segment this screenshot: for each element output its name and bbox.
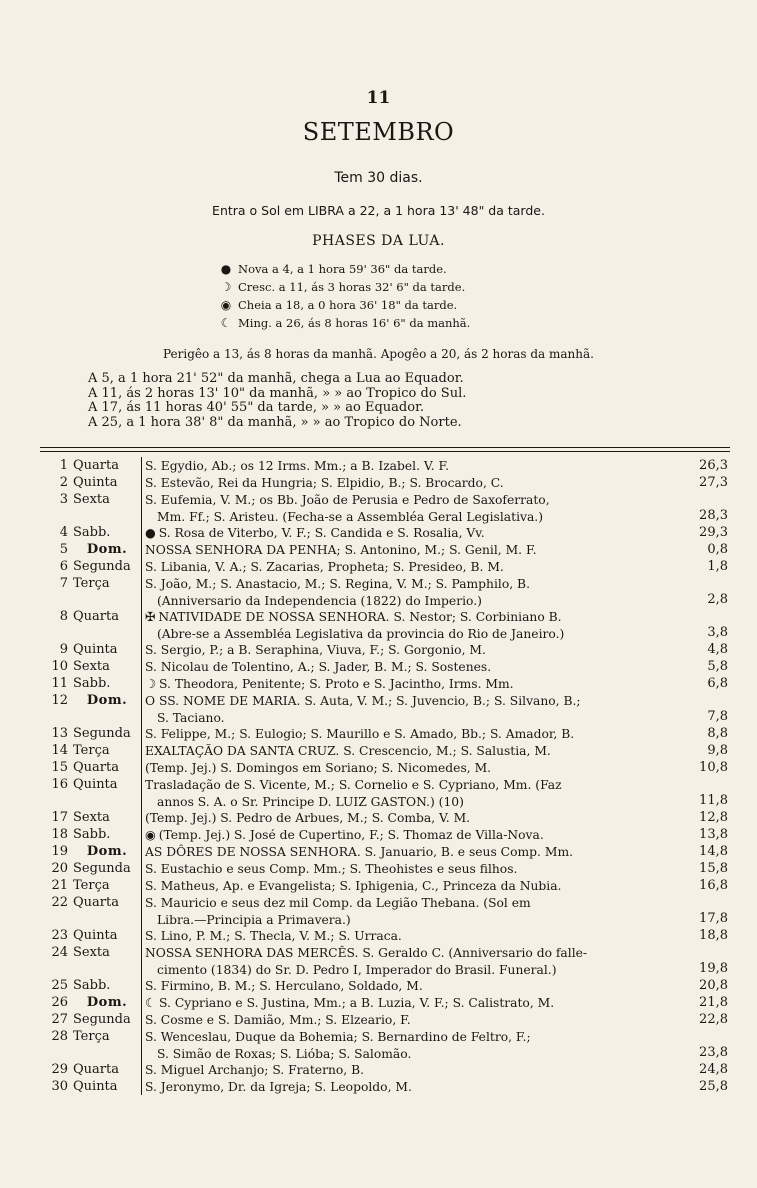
- column-rule: [141, 826, 142, 843]
- divider: [40, 447, 730, 448]
- weekday: Quarta: [73, 895, 119, 910]
- column-rule: [141, 608, 142, 641]
- weekday: Sabb.: [73, 676, 111, 691]
- calendar-row: [40, 1061, 730, 1078]
- calendar-row: [40, 977, 730, 994]
- line-text: S. Mauricio e seus dez mil Comp. da Legião Thebana. (Sol em: [145, 896, 531, 910]
- last-quarter-icon: ☾: [220, 316, 232, 330]
- column-rule: [141, 491, 142, 524]
- divider: [40, 451, 730, 452]
- day-number: 13: [51, 726, 68, 741]
- column-rule: [141, 809, 142, 826]
- moon-age: 12,8: [699, 810, 728, 825]
- full-moon-icon: ◉: [145, 828, 156, 842]
- column-rule: [141, 692, 142, 725]
- full-moon-icon: ◉: [220, 298, 232, 312]
- moon-age: 20,8: [699, 978, 728, 993]
- weekday: Dom.: [86, 844, 128, 859]
- calendar-row: [40, 1011, 730, 1028]
- day-number: 5: [59, 542, 68, 557]
- text-line: [145, 458, 680, 475]
- line-text: (Temp. Jej.) S. Pedro de Arbues, M.; S. Comba, V. M.: [145, 811, 471, 825]
- text-line: [145, 492, 680, 509]
- column-rule: [141, 944, 142, 977]
- column-rule: [141, 877, 142, 894]
- text-line: [145, 777, 680, 794]
- saints-text: [145, 978, 680, 995]
- saints-text: [145, 777, 680, 810]
- moon-age: 23,8: [699, 1045, 728, 1060]
- text-line: [145, 559, 680, 576]
- moon-age: 18,8: [699, 928, 728, 943]
- text-line: [145, 626, 680, 643]
- moon-age: 2,8: [707, 592, 728, 607]
- calendar-row: [40, 541, 730, 558]
- weekday: Quinta: [73, 928, 118, 943]
- phase-text: Nova a 4, a 1 hora 59' 36" da tarde.: [238, 262, 447, 276]
- saints-text: [145, 659, 680, 676]
- weekday: Sexta: [73, 659, 110, 674]
- day-number: 20: [51, 861, 68, 876]
- text-line: [145, 676, 680, 693]
- line-text: AS DÔRES DE NOSSA SENHORA. S. Januario, B. e seus Comp. Mm.: [145, 845, 574, 859]
- weekday: Quinta: [73, 475, 118, 490]
- equator-line: A 25, a 1 hora 38' 8" da manhã, » » ao Tropico do Norte.: [88, 414, 462, 430]
- calendar-row: [40, 474, 730, 491]
- saints-text: [145, 559, 680, 576]
- column-rule: [141, 843, 142, 860]
- day-number: 17: [51, 810, 68, 825]
- text-line: [145, 1062, 680, 1079]
- column-rule: [141, 977, 142, 994]
- day-number: 24: [51, 945, 68, 960]
- text-line: [145, 995, 680, 1012]
- text-line: [145, 1046, 680, 1063]
- saints-text: [145, 928, 680, 945]
- saints-text: [145, 693, 680, 726]
- column-rule: [141, 894, 142, 927]
- line-text: S. Cosme e S. Damião, Mm.; S. Elzeario, F.: [145, 1013, 411, 1027]
- weekday: Sexta: [73, 810, 110, 825]
- column-rule: [141, 860, 142, 877]
- column-rule: [141, 675, 142, 692]
- calendar-row: [40, 575, 730, 608]
- day-number: 16: [51, 777, 68, 792]
- saints-text: [145, 810, 680, 827]
- saints-text: [145, 475, 680, 492]
- moon-age: 28,3: [699, 508, 728, 523]
- moon-age: 5,8: [707, 659, 728, 674]
- line-text: S. Simão de Roxas; S. Lióba; S. Salomão.: [157, 1046, 412, 1061]
- column-rule: [141, 1078, 142, 1095]
- line-text: S. Eufemia, V. M.; os Bb. João de Perusia e Pedro de Saxoferrato,: [145, 493, 550, 507]
- column-rule: [141, 742, 142, 759]
- calendar-row: [40, 944, 730, 977]
- column-rule: [141, 541, 142, 558]
- day-number: 22: [51, 895, 68, 910]
- moon-age: 15,8: [699, 861, 728, 876]
- weekday: Quarta: [73, 760, 119, 775]
- weekday: Quinta: [73, 642, 118, 657]
- day-number: 19: [51, 844, 68, 859]
- saints-text: [145, 492, 680, 525]
- saints-text: [145, 878, 680, 895]
- day-number: 21: [51, 878, 68, 893]
- moon-age: 6,8: [707, 676, 728, 691]
- text-line: [145, 509, 680, 526]
- calendar-row: [40, 457, 730, 474]
- line-text: (Temp. Jej.) S. Domingos em Soriano; S. Nicomedes, M.: [145, 761, 492, 775]
- line-text: Libra.—Principia a Primavera.): [157, 912, 351, 927]
- line-text: S. Theodora, Penitente; S. Proto e S. Jacintho, Irms. Mm.: [159, 677, 514, 691]
- saints-text: [145, 945, 680, 978]
- column-rule: [141, 759, 142, 776]
- text-line: [145, 844, 680, 861]
- phase-text: Cheia a 18, a 0 hora 36' 18" da tarde.: [238, 298, 458, 312]
- phases-title: PHASES DA LUA.: [312, 233, 445, 249]
- line-text: cimento (1834) do Sr. D. Pedro I, Imperador do Brasil. Funeral.): [157, 962, 557, 977]
- calendar-row: [40, 675, 730, 692]
- calendar-row: [40, 759, 730, 776]
- column-rule: [141, 575, 142, 608]
- weekday: Quinta: [73, 777, 118, 792]
- line-text: NOSSA SENHORA DA PENHA; S. Antonino, M.; S. Genil, M. F.: [145, 543, 537, 557]
- column-rule: [141, 725, 142, 742]
- column-rule: [141, 457, 142, 474]
- line-text: S. Rosa de Viterbo, V. F.; S. Candida e S. Rosalia, Vv.: [158, 526, 485, 540]
- perigee-apogee: Perigêo a 13, ás 8 horas da manhã. Apogêo a 20, ás 2 horas da manhã.: [163, 347, 594, 361]
- saints-text: [145, 895, 680, 928]
- moon-age: 4,8: [707, 642, 728, 657]
- last-quarter-icon: ☾: [145, 996, 157, 1010]
- line-text: S. Sergio, P.; a B. Seraphina, Viuva, F.; S. Gorgonio, M.: [145, 643, 486, 657]
- moon-age: 21,8: [699, 995, 728, 1010]
- weekday: Quarta: [73, 458, 119, 473]
- text-line: [145, 861, 680, 878]
- day-number: 29: [51, 1062, 68, 1077]
- moon-phase: [218, 314, 538, 332]
- text-line: [145, 642, 680, 659]
- weekday: Quinta: [73, 1079, 118, 1094]
- calendar-row: [40, 692, 730, 725]
- day-number: 23: [51, 928, 68, 943]
- day-number: 25: [51, 978, 68, 993]
- calendar-row: [40, 927, 730, 944]
- text-line: [145, 895, 680, 912]
- saints-text: [145, 1062, 680, 1079]
- text-line: [145, 659, 680, 676]
- weekday: Terça: [73, 743, 110, 758]
- text-line: [145, 827, 680, 844]
- weekday: Dom.: [86, 995, 128, 1010]
- column-rule: [141, 927, 142, 944]
- text-line: [145, 794, 680, 811]
- saints-text: [145, 1012, 680, 1029]
- column-rule: [141, 1011, 142, 1028]
- moon-phases: [218, 260, 538, 332]
- day-number: 30: [51, 1079, 68, 1094]
- calendar-row: [40, 491, 730, 524]
- line-text: S. Jeronymo, Dr. da Igreja; S. Leopoldo, M.: [145, 1080, 412, 1094]
- saints-text: [145, 726, 680, 743]
- moon-age: 1,8: [707, 559, 728, 574]
- month-title: SETEMBRO: [302, 118, 455, 146]
- saints-text: [145, 1029, 680, 1062]
- moon-age: 26,3: [699, 458, 728, 473]
- line-text: S. Firmino, B. M.; S. Herculano, Soldado, M.: [145, 979, 423, 993]
- moon-age: 13,8: [699, 827, 728, 842]
- weekday: Sabb.: [73, 827, 111, 842]
- text-line: [145, 475, 680, 492]
- weekday: Segunda: [73, 861, 131, 876]
- calendar-row: [40, 809, 730, 826]
- weekday: Segunda: [73, 726, 131, 741]
- moon-age: 10,8: [699, 760, 728, 775]
- saints-text: [145, 609, 680, 642]
- text-line: [145, 945, 680, 962]
- text-line: [145, 542, 680, 559]
- first-quarter-icon: ☽: [220, 280, 232, 294]
- text-line: [145, 693, 680, 710]
- saints-text: [145, 676, 680, 693]
- day-number: 26: [51, 995, 68, 1010]
- saints-text: [145, 642, 680, 659]
- saints-text: [145, 458, 680, 475]
- weekday: Sabb.: [73, 978, 111, 993]
- equator-line: A 5, a 1 hora 21' 52" da manhã, chega a Lua ao Equador.: [88, 371, 464, 386]
- new-moon-icon: ●: [145, 526, 156, 540]
- line-text: S. Matheus, Ap. e Evangelista; S. Iphigenia, C., Princeza da Nubia.: [145, 879, 562, 893]
- moon-age: 19,8: [699, 961, 728, 976]
- column-rule: [141, 658, 142, 675]
- calendar-row: [40, 843, 730, 860]
- line-text: Mm. Ff.; S. Aristeu. (Fecha-se a Assembléa Geral Legislativa.): [157, 509, 543, 524]
- cross-icon: ✠: [145, 610, 156, 624]
- line-text: annos S. A. o Sr. Principe D. LUIZ GASTON.) (10): [157, 794, 464, 809]
- moon-age: 22,8: [699, 1012, 728, 1027]
- line-text: EXALTAÇÃO DA SANTA CRUZ. S. Crescencio, M.; S. Salustia, M.: [145, 744, 551, 758]
- day-number: 9: [59, 642, 68, 657]
- text-line: [145, 726, 680, 743]
- moon-age: 29,3: [699, 525, 728, 540]
- text-line: [145, 525, 680, 542]
- moon-age: 9,8: [707, 743, 728, 758]
- day-number: 14: [51, 743, 68, 758]
- line-text: S. Egydio, Ab.; os 12 Irms. Mm.; a B. Izabel. V. F.: [145, 459, 449, 473]
- phase-text: Cresc. a 11, ás 3 horas 32' 6" da tarde.: [238, 280, 466, 294]
- saints-text: [145, 525, 680, 542]
- sun-entry: Entra o Sol em LIBRA a 22, a 1 hora 13' 48" da tarde.: [212, 203, 545, 218]
- saints-text: [145, 743, 680, 760]
- moon-age: 16,8: [699, 878, 728, 893]
- moon-age: 8,8: [707, 726, 728, 741]
- column-rule: [141, 641, 142, 658]
- saints-text: [145, 760, 680, 777]
- saints-text: [145, 576, 680, 609]
- calendar-row: [40, 608, 730, 641]
- text-line: [145, 962, 680, 979]
- line-text: S. Miguel Archanjo; S. Fraterno, B.: [145, 1063, 365, 1077]
- moon-age: 14,8: [699, 844, 728, 859]
- day-number: 12: [51, 693, 68, 708]
- calendar-row: [40, 994, 730, 1011]
- text-line: [145, 710, 680, 727]
- moon-age: 3,8: [707, 625, 728, 640]
- text-line: [145, 1079, 680, 1096]
- line-text: S. Nicolau de Tolentino, A.; S. Jader, B. M.; S. Sostenes.: [145, 660, 492, 674]
- phase-text: Ming. a 26, ás 8 horas 16' 6" da manhã.: [238, 316, 471, 330]
- line-text: S. Cypriano e S. Justina, Mm.; a B. Luzia, V. F.; S. Calistrato, M.: [159, 996, 555, 1010]
- calendar-row: [40, 725, 730, 742]
- day-number: 15: [51, 760, 68, 775]
- moon-age: 0,8: [707, 542, 728, 557]
- line-text: S. Eustachio e seus Comp. Mm.; S. Theohistes e seus filhos.: [145, 862, 518, 876]
- days-count: Tem 30 dias.: [334, 170, 423, 186]
- calendar-row: [40, 894, 730, 927]
- column-rule: [141, 524, 142, 541]
- weekday: Dom.: [86, 693, 128, 708]
- equator-passages: [88, 372, 728, 430]
- moon-age: 24,8: [699, 1062, 728, 1077]
- text-line: [145, 978, 680, 995]
- saints-text: [145, 1079, 680, 1096]
- weekday: Quarta: [73, 1062, 119, 1077]
- line-text: O SS. NOME DE MARIA. S. Auta, V. M.; S. Juvencio, B.; S. Silvano, B.;: [145, 694, 581, 708]
- text-line: [145, 928, 680, 945]
- day-number: 10: [51, 659, 68, 674]
- column-rule: [141, 1028, 142, 1061]
- calendar-row: [40, 826, 730, 843]
- moon-age: 25,8: [699, 1079, 728, 1094]
- day-number: 28: [51, 1029, 68, 1044]
- day-number: 8: [59, 609, 68, 624]
- moon-age: 27,3: [699, 475, 728, 490]
- weekday: Terça: [73, 1029, 110, 1044]
- text-line: [145, 609, 680, 626]
- day-number: 7: [59, 576, 68, 591]
- moon-phase: [218, 278, 538, 296]
- equator-line: A 17, ás 11 horas 40' 55" da tarde, » » ao Equador.: [88, 400, 424, 415]
- text-line: [145, 1012, 680, 1029]
- text-line: [145, 743, 680, 760]
- column-rule: [141, 994, 142, 1011]
- text-line: [145, 912, 680, 929]
- weekday: Segunda: [73, 559, 131, 574]
- moon-age: 7,8: [707, 709, 728, 724]
- line-text: S. Taciano.: [157, 710, 225, 725]
- calendar-row: [40, 742, 730, 759]
- weekday: Quarta: [73, 609, 119, 624]
- calendar-row: [40, 776, 730, 809]
- line-text: S. João, M.; S. Anastacio, M.; S. Regina, V. M.; S. Pamphilo, B.: [145, 577, 531, 591]
- weekday: Sexta: [73, 945, 110, 960]
- saints-text: [145, 542, 680, 559]
- line-text: S. Felippe, M.; S. Eulogio; S. Maurillo e S. Amado, Bb.; S. Amador, B.: [145, 727, 575, 741]
- calendar-row: [40, 524, 730, 541]
- line-text: NOSSA SENHORA DAS MERCÊS. S. Geraldo C. (Anniversario do falle-: [145, 946, 588, 960]
- calendar-row: [40, 877, 730, 894]
- moon-phase: [218, 260, 538, 278]
- text-line: [145, 1029, 680, 1046]
- saints-text: [145, 995, 680, 1012]
- calendar-row: [40, 658, 730, 675]
- day-number: 11: [51, 676, 68, 691]
- column-rule: [141, 776, 142, 809]
- saints-text: [145, 844, 680, 861]
- day-number: 3: [59, 492, 68, 507]
- line-text: S. Estevão, Rei da Hungria; S. Elpidio, B.; S. Brocardo, C.: [145, 476, 504, 490]
- moon-phase: [218, 296, 538, 314]
- day-number: 1: [59, 458, 68, 473]
- weekday: Segunda: [73, 1012, 131, 1027]
- weekday: Sabb.: [73, 525, 111, 540]
- moon-age: 11,8: [699, 793, 728, 808]
- text-line: [145, 593, 680, 610]
- line-text: S. Lino, P. M.; S. Thecla, V. M.; S. Urraca.: [145, 929, 402, 943]
- weekday: Terça: [73, 878, 110, 893]
- weekday: Sexta: [73, 492, 110, 507]
- saints-text: [145, 827, 680, 844]
- calendar-row: [40, 1078, 730, 1095]
- line-text: (Anniversario da Independencia (1822) do Imperio.): [157, 593, 482, 608]
- new-moon-icon: ●: [220, 262, 232, 276]
- column-rule: [141, 1061, 142, 1078]
- moon-age: 17,8: [699, 911, 728, 926]
- day-number: 4: [59, 525, 68, 540]
- page-number: 11: [366, 88, 391, 108]
- equator-line: A 11, ás 2 horas 13' 10" da manhã, » » ao Tropico do Sul.: [88, 385, 467, 401]
- text-line: [145, 878, 680, 895]
- line-text: Trasladação de S. Vicente, M.; S. Cornelio e S. Cypriano, Mm. (Faz: [145, 778, 562, 792]
- line-text: (Abre-se a Assembléa Legislativa da provincia do Rio de Janeiro.): [157, 626, 565, 641]
- text-line: [145, 760, 680, 777]
- saints-text: [145, 861, 680, 878]
- line-text: S. Libania, V. A.; S. Zacarias, Propheta; S. Presideo, B. M.: [145, 560, 504, 574]
- day-number: 2: [59, 475, 68, 490]
- column-rule: [141, 558, 142, 575]
- calendar-row: [40, 641, 730, 658]
- day-number: 6: [59, 559, 68, 574]
- first-quarter-icon: ☽: [145, 677, 157, 691]
- day-number: 18: [51, 827, 68, 842]
- line-text: (Temp. Jej.) S. José de Cupertino, F.; S. Thomaz de Villa-Nova.: [158, 828, 544, 842]
- line-text: NATIVIDADE DE NOSSA SENHORA. S. Nestor; S. Corbiniano B.: [158, 610, 562, 624]
- line-text: S. Wenceslau, Duque da Bohemia; S. Bernardino de Feltro, F.;: [145, 1030, 531, 1044]
- weekday: Terça: [73, 576, 110, 591]
- calendar-row: [40, 1028, 730, 1061]
- calendar-row: [40, 558, 730, 575]
- calendar-table: [40, 457, 730, 1095]
- text-line: [145, 810, 680, 827]
- text-line: [145, 576, 680, 593]
- column-rule: [141, 474, 142, 491]
- calendar-row: [40, 860, 730, 877]
- day-number: 27: [51, 1012, 68, 1027]
- weekday: Dom.: [86, 542, 128, 557]
